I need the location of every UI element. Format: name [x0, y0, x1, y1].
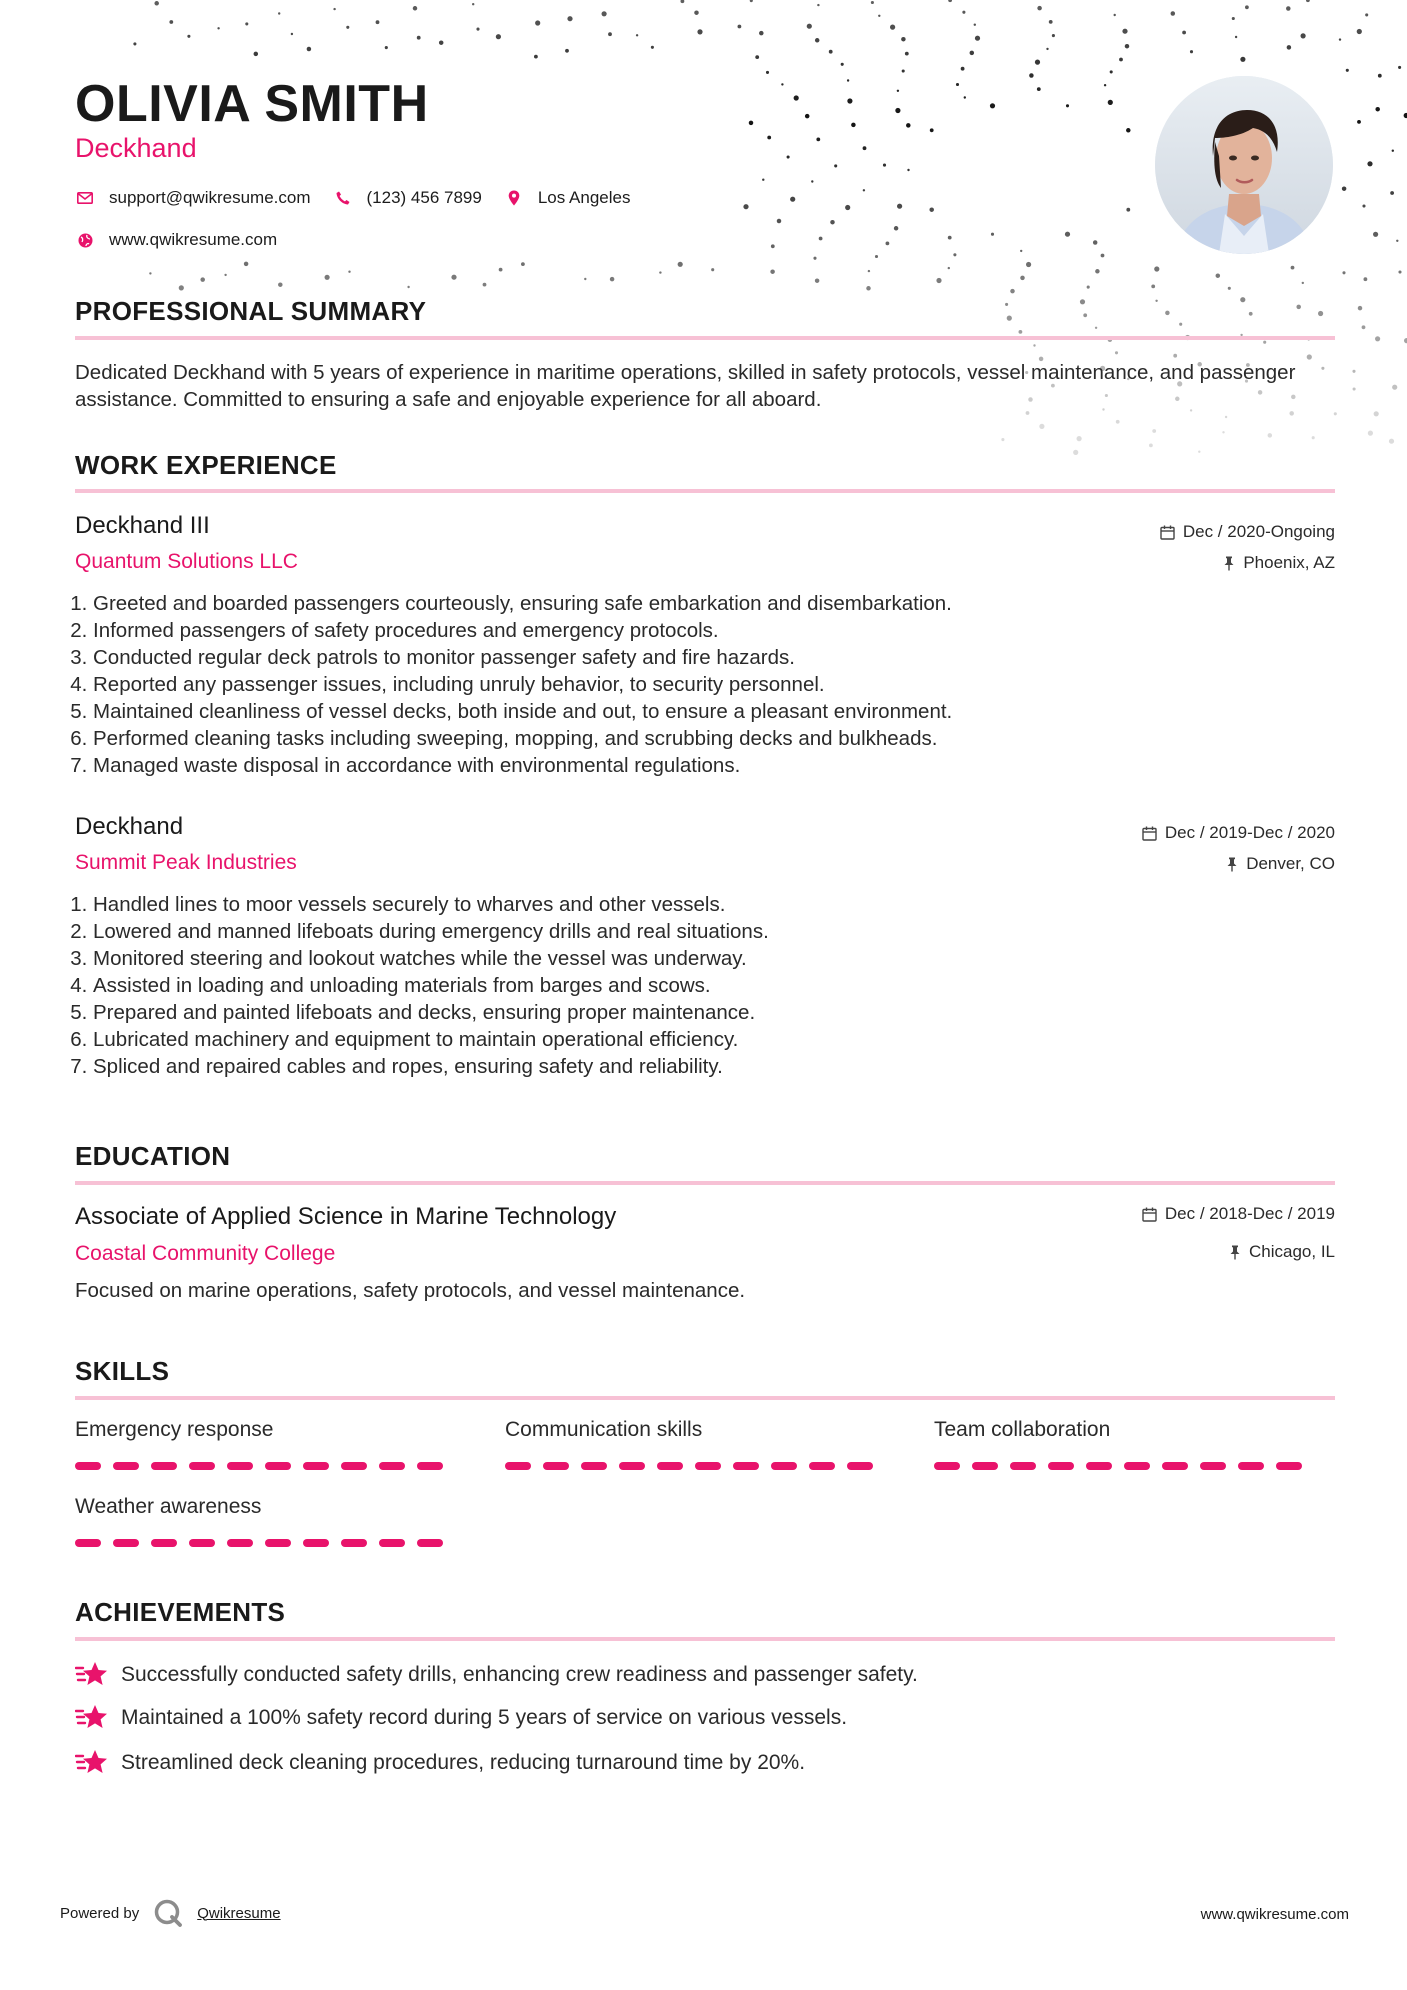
skill-level-dash: [695, 1462, 721, 1470]
achievement-item: [75, 1660, 918, 1690]
profile-photo: [1155, 76, 1333, 254]
contact-row-2: [75, 230, 299, 250]
job-dates-text: Dec / 2020-Ongoing: [1182, 522, 1335, 541]
section-divider: [75, 489, 1335, 493]
skill-name: Emergency response: [75, 1418, 274, 1441]
pushpin-icon: [1226, 857, 1238, 872]
duty-item: 3. Conducted regular deck patrols to monitor passenger safety and fire hazards.: [93, 644, 1333, 671]
skill-level-dash: [341, 1462, 367, 1470]
skill-level-dash: [113, 1462, 139, 1470]
pushpin-icon: [1229, 1245, 1241, 1260]
achievement-item: [75, 1703, 847, 1733]
section-divider: [75, 336, 1335, 340]
skill-level-dash: [505, 1462, 531, 1470]
map-pin-icon: [504, 190, 524, 206]
skill-item: [75, 1495, 455, 1547]
job-dates-text: Dec / 2019-Dec / 2020: [1164, 823, 1335, 842]
footer-url[interactable]: www.qwikresume.com: [1200, 1906, 1349, 1923]
achievement-text: Maintained a 100% safety record during 5 years of service on various vessels.: [121, 1706, 848, 1729]
skill-level-dash: [657, 1462, 683, 1470]
job-duties: [75, 590, 1333, 779]
pushpin-icon: [1223, 556, 1235, 571]
contact-row-1: [75, 188, 652, 208]
duty-item: 1. Greeted and boarded passengers courteously, ensuring safe embarkation and disembarkation.: [93, 590, 1333, 617]
qwikresume-logo-icon: [153, 1898, 183, 1928]
envelope-icon: [75, 192, 95, 204]
phone-icon: [333, 191, 353, 205]
education-location: [1229, 1242, 1335, 1262]
skill-level-dash: [1200, 1462, 1226, 1470]
skill-level-dash: [75, 1539, 101, 1547]
school-name: Coastal Community College: [75, 1242, 336, 1265]
star-icon: [75, 1703, 109, 1733]
skill-level-dash: [581, 1462, 607, 1470]
location-text: Los Angeles: [537, 188, 631, 207]
education-description: Focused on marine operations, safety protocols, and vessel maintenance.: [75, 1279, 746, 1302]
education-location-text: Chicago, IL: [1249, 1242, 1335, 1261]
skill-level-dash: [379, 1539, 405, 1547]
star-icon: [75, 1748, 109, 1778]
skill-level-dash: [151, 1462, 177, 1470]
skill-name: Team collaboration: [934, 1418, 1111, 1441]
skill-item: [505, 1418, 885, 1470]
duty-item: 7. Managed waste disposal in accordance with environmental regulations.: [93, 752, 1333, 779]
skills-heading: SKILLS: [75, 1356, 170, 1386]
globe-icon: [75, 233, 95, 248]
duty-item: 3. Monitored steering and lookout watches while the vessel was underway.: [93, 945, 1333, 972]
skill-level-bar: [75, 1539, 455, 1547]
star-icon: [75, 1660, 109, 1690]
skill-level-dash: [543, 1462, 569, 1470]
job-location-text: Phoenix, AZ: [1243, 553, 1335, 572]
duty-item: 2. Informed passengers of safety procedures and emergency protocols.: [93, 617, 1333, 644]
skill-level-dash: [619, 1462, 645, 1470]
achievement-item: [75, 1748, 805, 1778]
job-role: Deckhand: [75, 813, 184, 840]
candidate-name: OLIVIA SMITH: [75, 75, 429, 133]
duty-item: 4. Assisted in loading and unloading materials from barges and scows.: [93, 972, 1333, 999]
skill-level-dash: [189, 1462, 215, 1470]
duty-item: 4. Reported any passenger issues, including unruly behavior, to security personnel.: [93, 671, 1333, 698]
duty-item: 7. Spliced and repaired cables and ropes, ensuring safety and reliability.: [93, 1053, 1333, 1080]
skill-level-dash: [1238, 1462, 1264, 1470]
job-company: Quantum Solutions LLC: [75, 550, 298, 573]
skill-level-dash: [379, 1462, 405, 1470]
qwikresume-link[interactable]: Qwikresume: [197, 1904, 281, 1922]
summary-text: Dedicated Deckhand with 5 years of experience in maritime operations, skilled in safety protocols, vessel maintenance, and passenger assistance. Committed to ensuring a safe and enjoyable experience for all aboard.: [75, 361, 1296, 411]
skill-name: Weather awareness: [75, 1495, 262, 1518]
duty-item: 5. Maintained cleanliness of vessel decks, both inside and out, to ensure a pleasant environment.: [93, 698, 1333, 725]
duty-item: 2. Lowered and manned lifeboats during emergency drills and real situations.: [93, 918, 1333, 945]
experience-heading: WORK EXPERIENCE: [75, 450, 337, 480]
skill-name: Communication skills: [505, 1418, 703, 1441]
candidate-title: Deckhand: [75, 133, 197, 163]
skill-level-dash: [972, 1462, 998, 1470]
skill-level-dash: [227, 1462, 253, 1470]
skill-level-dash: [189, 1539, 215, 1547]
skill-level-dash: [265, 1539, 291, 1547]
skill-item: [75, 1418, 455, 1470]
skill-level-dash: [151, 1539, 177, 1547]
skill-level-dash: [847, 1462, 873, 1470]
job-role: Deckhand III: [75, 512, 210, 539]
summary-heading: PROFESSIONAL SUMMARY: [75, 296, 427, 326]
skill-level-dash: [303, 1462, 329, 1470]
skill-level-dash: [1276, 1462, 1302, 1470]
powered-by-label: Powered by: [60, 1904, 140, 1922]
job-location-text: Denver, CO: [1246, 854, 1335, 873]
education-dates: [1142, 1204, 1335, 1224]
duty-item: 5. Prepared and painted lifeboats and decks, ensuring proper maintenance.: [93, 999, 1333, 1026]
job-duties: [75, 891, 1333, 1080]
job-location: [1223, 553, 1335, 573]
skill-level-dash: [1010, 1462, 1036, 1470]
skill-level-dash: [1048, 1462, 1074, 1470]
skill-level-dash: [303, 1539, 329, 1547]
degree-title: Associate of Applied Science in Marine Technology: [75, 1203, 617, 1230]
skill-level-dash: [1124, 1462, 1150, 1470]
skill-level-dash: [75, 1462, 101, 1470]
job-dates: [1160, 522, 1335, 542]
calendar-icon: [1142, 826, 1157, 841]
education-dates-text: Dec / 2018-Dec / 2019: [1164, 1204, 1335, 1223]
job-location: [1226, 854, 1335, 874]
skill-level-dash: [733, 1462, 759, 1470]
skill-item: [934, 1418, 1314, 1470]
email-link[interactable]: support@qwikresume.com: [109, 188, 311, 207]
skill-level-dash: [809, 1462, 835, 1470]
section-divider: [75, 1396, 1335, 1400]
calendar-icon: [1142, 1207, 1157, 1222]
education-heading: EDUCATION: [75, 1141, 231, 1171]
job-dates: [1142, 823, 1335, 843]
skill-level-dash: [1086, 1462, 1112, 1470]
skill-level-dash: [417, 1462, 443, 1470]
job-company: Summit Peak Industries: [75, 851, 297, 874]
skill-level-dash: [265, 1462, 291, 1470]
duty-item: 6. Lubricated machinery and equipment to maintain operational efficiency.: [93, 1026, 1333, 1053]
skill-level-dash: [341, 1539, 367, 1547]
achievement-text: Streamlined deck cleaning procedures, reducing turnaround time by 20%.: [121, 1751, 806, 1774]
footer-powered-by: [60, 1898, 281, 1928]
duty-item: 1. Handled lines to moor vessels securely to wharves and other vessels.: [93, 891, 1333, 918]
skill-level-dash: [771, 1462, 797, 1470]
skill-level-bar: [75, 1462, 455, 1470]
skill-level-dash: [227, 1539, 253, 1547]
achievement-text: Successfully conducted safety drills, enhancing crew readiness and passenger safety.: [121, 1663, 918, 1686]
phone-number[interactable]: (123) 456 7899: [366, 188, 482, 207]
section-divider: [75, 1637, 1335, 1641]
skill-level-dash: [113, 1539, 139, 1547]
calendar-icon: [1160, 525, 1175, 540]
skill-level-dash: [1162, 1462, 1188, 1470]
achievements-heading: ACHIEVEMENTS: [75, 1597, 286, 1627]
skill-level-bar: [934, 1462, 1314, 1470]
website-link[interactable]: www.qwikresume.com: [109, 230, 278, 249]
skill-level-dash: [417, 1539, 443, 1547]
skill-level-dash: [934, 1462, 960, 1470]
section-divider: [75, 1181, 1335, 1185]
skill-level-bar: [505, 1462, 885, 1470]
duty-item: 6. Performed cleaning tasks including sweeping, mopping, and scrubbing decks and bulkheads.: [93, 725, 1333, 752]
